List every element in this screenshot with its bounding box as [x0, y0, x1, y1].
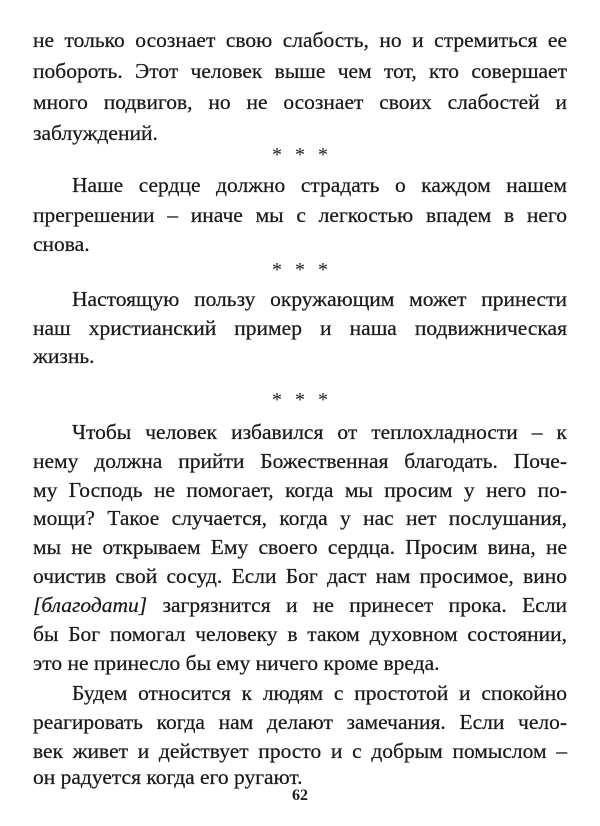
text-line — [33, 475, 567, 505]
text-line — [72, 170, 567, 200]
text-line — [33, 561, 567, 591]
text-line — [33, 313, 567, 343]
line-text: нему должна прийти Божественная благодать. Поче- — [33, 449, 567, 473]
line-text: снова. — [33, 232, 90, 256]
line-text: му Господь не помогает, когда мы просим у него по- — [33, 478, 567, 502]
line-text: не только осознает свою слабость, но и стремиться ее — [33, 28, 567, 52]
line-text: мощи? Такое случается, когда у нас нет послушания, — [33, 506, 567, 530]
line-text: Настоящую пользу окружающим может принести — [72, 287, 567, 311]
italic-insertion: [благодати] — [33, 593, 148, 617]
line-text: прегрешении – иначе мы с легкостью впадем в него — [33, 203, 567, 227]
text-line — [33, 56, 567, 86]
line-text: много подвигов, но не осознает своих слабостей и — [33, 90, 567, 114]
section-separator: * * * — [272, 144, 328, 166]
line-text: наш христианский пример и наша подвижническая — [33, 316, 567, 340]
text-line — [33, 87, 567, 117]
text-line — [72, 417, 567, 447]
line-text: реагировать когда нам делают замечания. Если чело- — [33, 710, 567, 734]
line-text: загрязнится и не принесет прока. Если — [147, 593, 567, 617]
page-number: 62 — [292, 787, 308, 804]
text-line — [33, 25, 567, 55]
line-text: Чтобы человек избавился от теплохладности – к — [72, 420, 567, 444]
text-line — [33, 229, 567, 259]
text-line — [33, 762, 567, 792]
text-line — [33, 619, 567, 649]
line-text: заблуждений. — [33, 121, 158, 145]
text-line — [72, 678, 567, 708]
line-text: побороть. Этот человек выше чем тот, кто совершает — [33, 59, 567, 83]
line-text: это не принесло бы ему ничего кроме вреда. — [33, 651, 440, 675]
line-text: очистив свой сосуд. Если Бог даст нам просимое, вино — [33, 564, 567, 588]
section-separator: * * * — [272, 259, 328, 281]
text-line — [33, 590, 567, 620]
text-line — [33, 341, 567, 371]
line-text: он радуется когда его ругают. — [33, 765, 303, 789]
line-text: мы не открываем Ему своего сердца. Просим вина, не — [33, 535, 567, 559]
text-line — [33, 503, 567, 533]
line-text: бы Бог помогал человеку в таком духовном состоянии, — [33, 622, 567, 646]
text-line — [33, 648, 567, 678]
text-line — [33, 200, 567, 230]
line-text: Будем относится к людям с простотой и спокойно — [72, 681, 567, 705]
line-text: век живет и действует просто и с добрым помыслом – — [33, 739, 567, 763]
text-line — [33, 532, 567, 562]
line-text: жизнь. — [33, 344, 95, 368]
text-line — [33, 446, 567, 476]
section-separator: * * * — [272, 389, 328, 411]
line-text: Наше сердце должно страдать о каждом нашем — [72, 173, 567, 197]
text-line — [33, 707, 567, 737]
text-line — [72, 284, 567, 314]
